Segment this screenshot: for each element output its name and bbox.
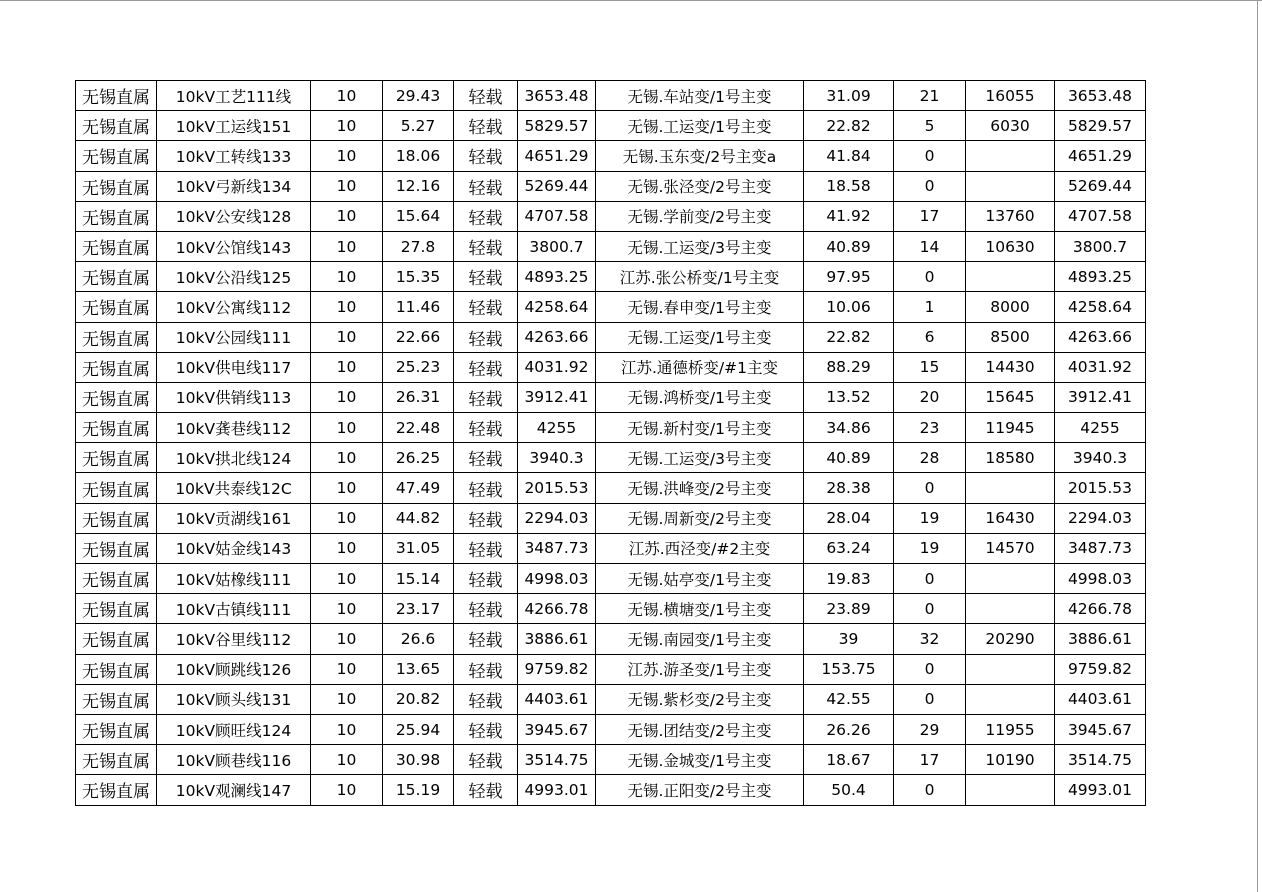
count-cell: 5 <box>894 111 966 141</box>
load-status-cell: 轻载 <box>454 413 518 443</box>
table-row <box>76 473 1146 503</box>
voltage-cell: 10 <box>311 352 383 382</box>
count-cell: 19 <box>894 503 966 533</box>
amount-cell: 16055 <box>966 81 1055 111</box>
count-cell: 17 <box>894 745 966 775</box>
table-row <box>76 413 1146 443</box>
load-rate-cell: 31.05 <box>383 533 454 563</box>
region-cell: 无锡直属 <box>76 352 157 382</box>
capacity-cell: 2015.53 <box>518 473 596 503</box>
load-rate-cell: 15.19 <box>383 775 454 805</box>
line-name-cell: 10kV谷里线112 <box>157 624 311 654</box>
load-rate-cell: 20.82 <box>383 684 454 714</box>
voltage-cell: 10 <box>311 714 383 744</box>
capacity-cell: 4707.58 <box>518 201 596 231</box>
line-name-cell: 10kV工运线151 <box>157 111 311 141</box>
amount-cell: 20290 <box>966 624 1055 654</box>
load-rate-cell: 15.64 <box>383 201 454 231</box>
amount-cell: 10630 <box>966 231 1055 261</box>
margin-cell: 3487.73 <box>1055 533 1146 563</box>
line-name-cell: 10kV公沿线125 <box>157 262 311 292</box>
region-cell: 无锡直属 <box>76 443 157 473</box>
capacity-cell: 9759.82 <box>518 654 596 684</box>
count-cell: 28 <box>894 443 966 473</box>
table-row <box>76 745 1146 775</box>
margin-cell: 9759.82 <box>1055 654 1146 684</box>
table-row <box>76 171 1146 201</box>
count-cell: 0 <box>894 171 966 201</box>
margin-cell: 3653.48 <box>1055 81 1146 111</box>
amount-cell <box>966 564 1055 594</box>
amount-cell: 14570 <box>966 533 1055 563</box>
region-cell: 无锡直属 <box>76 684 157 714</box>
margin-cell: 4263.66 <box>1055 322 1146 352</box>
substation-cell: 江苏.西泾变/#2主变 <box>596 533 804 563</box>
load-status-cell: 轻载 <box>454 654 518 684</box>
load-status-cell: 轻载 <box>454 292 518 322</box>
voltage-cell: 10 <box>311 231 383 261</box>
line-name-cell: 10kV供电线117 <box>157 352 311 382</box>
load-status-cell: 轻载 <box>454 322 518 352</box>
line-name-cell: 10kV龚巷线112 <box>157 413 311 443</box>
count-cell: 0 <box>894 564 966 594</box>
page-right-border <box>1257 0 1258 892</box>
voltage-cell: 10 <box>311 624 383 654</box>
load-rate-cell: 22.66 <box>383 322 454 352</box>
capacity-cell: 4403.61 <box>518 684 596 714</box>
load-rate-cell: 11.46 <box>383 292 454 322</box>
amount-cell <box>966 473 1055 503</box>
line-name-cell: 10kV公园线111 <box>157 322 311 352</box>
voltage-cell: 10 <box>311 322 383 352</box>
transformer-load-cell: 22.82 <box>804 111 894 141</box>
region-cell: 无锡直属 <box>76 292 157 322</box>
voltage-cell: 10 <box>311 382 383 412</box>
region-cell: 无锡直属 <box>76 322 157 352</box>
voltage-cell: 10 <box>311 292 383 322</box>
table-body <box>76 81 1146 806</box>
load-rate-cell: 23.17 <box>383 594 454 624</box>
table-row <box>76 81 1146 111</box>
count-cell: 0 <box>894 594 966 624</box>
amount-cell: 8500 <box>966 322 1055 352</box>
substation-cell: 无锡.洪峰变/2号主变 <box>596 473 804 503</box>
transformer-load-cell: 18.58 <box>804 171 894 201</box>
load-rate-cell: 27.8 <box>383 231 454 261</box>
capacity-cell: 4258.64 <box>518 292 596 322</box>
substation-cell: 无锡.团结变/2号主变 <box>596 714 804 744</box>
transformer-load-cell: 28.38 <box>804 473 894 503</box>
load-status-cell: 轻载 <box>454 564 518 594</box>
line-name-cell: 10kV工艺111线 <box>157 81 311 111</box>
voltage-cell: 10 <box>311 443 383 473</box>
transformer-load-cell: 97.95 <box>804 262 894 292</box>
margin-cell: 3940.3 <box>1055 443 1146 473</box>
load-status-cell: 轻载 <box>454 594 518 624</box>
margin-cell: 4893.25 <box>1055 262 1146 292</box>
line-name-cell: 10kV公馆线143 <box>157 231 311 261</box>
load-status-cell: 轻载 <box>454 111 518 141</box>
region-cell: 无锡直属 <box>76 775 157 805</box>
transformer-load-cell: 13.52 <box>804 382 894 412</box>
line-name-cell: 10kV顾巷线116 <box>157 745 311 775</box>
load-rate-cell: 5.27 <box>383 111 454 141</box>
transformer-load-cell: 22.82 <box>804 322 894 352</box>
count-cell: 21 <box>894 81 966 111</box>
load-rate-cell: 29.43 <box>383 81 454 111</box>
region-cell: 无锡直属 <box>76 141 157 171</box>
margin-cell: 4031.92 <box>1055 352 1146 382</box>
load-rate-cell: 26.31 <box>383 382 454 412</box>
table-row <box>76 352 1146 382</box>
voltage-cell: 10 <box>311 111 383 141</box>
table-row <box>76 564 1146 594</box>
count-cell: 0 <box>894 684 966 714</box>
amount-cell <box>966 262 1055 292</box>
margin-cell: 5829.57 <box>1055 111 1146 141</box>
capacity-cell: 4893.25 <box>518 262 596 292</box>
substation-cell: 无锡.工运变/1号主变 <box>596 111 804 141</box>
voltage-cell: 10 <box>311 564 383 594</box>
load-status-cell: 轻载 <box>454 775 518 805</box>
count-cell: 20 <box>894 382 966 412</box>
substation-cell: 无锡.车站变/1号主变 <box>596 81 804 111</box>
margin-cell: 4403.61 <box>1055 684 1146 714</box>
region-cell: 无锡直属 <box>76 473 157 503</box>
substation-cell: 无锡.工运变/1号主变 <box>596 322 804 352</box>
voltage-cell: 10 <box>311 201 383 231</box>
amount-cell: 13760 <box>966 201 1055 231</box>
region-cell: 无锡直属 <box>76 201 157 231</box>
count-cell: 23 <box>894 413 966 443</box>
voltage-cell: 10 <box>311 473 383 503</box>
load-status-cell: 轻载 <box>454 443 518 473</box>
capacity-cell: 5829.57 <box>518 111 596 141</box>
load-status-cell: 轻载 <box>454 714 518 744</box>
substation-cell: 无锡.正阳变/2号主变 <box>596 775 804 805</box>
line-name-cell: 10kV顾跳线126 <box>157 654 311 684</box>
page-top-border <box>0 0 1262 1</box>
table-row <box>76 654 1146 684</box>
load-rate-cell: 47.49 <box>383 473 454 503</box>
margin-cell: 2294.03 <box>1055 503 1146 533</box>
region-cell: 无锡直属 <box>76 382 157 412</box>
line-name-cell: 10kV古镇线111 <box>157 594 311 624</box>
margin-cell: 4258.64 <box>1055 292 1146 322</box>
count-cell: 6 <box>894 322 966 352</box>
line-name-cell: 10kV姑橡线111 <box>157 564 311 594</box>
substation-cell: 江苏.通德桥变/#1主变 <box>596 352 804 382</box>
amount-cell <box>966 775 1055 805</box>
load-status-cell: 轻载 <box>454 473 518 503</box>
margin-cell: 3886.61 <box>1055 624 1146 654</box>
transformer-load-cell: 39 <box>804 624 894 654</box>
count-cell: 32 <box>894 624 966 654</box>
line-name-cell: 10kV共泰线12C <box>157 473 311 503</box>
line-name-cell: 10kV公安线128 <box>157 201 311 231</box>
table-row <box>76 201 1146 231</box>
margin-cell: 4266.78 <box>1055 594 1146 624</box>
load-rate-cell: 15.35 <box>383 262 454 292</box>
line-name-cell: 10kV公寓线112 <box>157 292 311 322</box>
substation-cell: 无锡.工运变/3号主变 <box>596 231 804 261</box>
region-cell: 无锡直属 <box>76 503 157 533</box>
load-rate-cell: 44.82 <box>383 503 454 533</box>
margin-cell: 4255 <box>1055 413 1146 443</box>
table-row <box>76 382 1146 412</box>
capacity-cell: 3487.73 <box>518 533 596 563</box>
table-row <box>76 292 1146 322</box>
line-name-cell: 10kV拱北线124 <box>157 443 311 473</box>
amount-cell: 8000 <box>966 292 1055 322</box>
table-row <box>76 443 1146 473</box>
margin-cell: 3514.75 <box>1055 745 1146 775</box>
capacity-cell: 3940.3 <box>518 443 596 473</box>
load-status-cell: 轻载 <box>454 745 518 775</box>
transformer-load-cell: 40.89 <box>804 443 894 473</box>
table-row <box>76 533 1146 563</box>
line-name-cell: 10kV顾旺线124 <box>157 714 311 744</box>
capacity-cell: 3912.41 <box>518 382 596 412</box>
table-row <box>76 775 1146 805</box>
load-rate-cell: 12.16 <box>383 171 454 201</box>
amount-cell <box>966 141 1055 171</box>
voltage-cell: 10 <box>311 262 383 292</box>
voltage-cell: 10 <box>311 684 383 714</box>
margin-cell: 4707.58 <box>1055 201 1146 231</box>
region-cell: 无锡直属 <box>76 413 157 443</box>
region-cell: 无锡直属 <box>76 714 157 744</box>
transformer-load-cell: 42.55 <box>804 684 894 714</box>
transformer-load-cell: 31.09 <box>804 81 894 111</box>
capacity-cell: 4651.29 <box>518 141 596 171</box>
count-cell: 14 <box>894 231 966 261</box>
substation-cell: 无锡.新村变/1号主变 <box>596 413 804 443</box>
load-rate-cell: 18.06 <box>383 141 454 171</box>
amount-cell: 11945 <box>966 413 1055 443</box>
capacity-cell: 3945.67 <box>518 714 596 744</box>
amount-cell: 6030 <box>966 111 1055 141</box>
substation-cell: 无锡.周新变/2号主变 <box>596 503 804 533</box>
load-status-cell: 轻载 <box>454 171 518 201</box>
voltage-cell: 10 <box>311 141 383 171</box>
transformer-load-cell: 10.06 <box>804 292 894 322</box>
margin-cell: 5269.44 <box>1055 171 1146 201</box>
line-name-cell: 10kV顾头线131 <box>157 684 311 714</box>
load-status-cell: 轻载 <box>454 684 518 714</box>
transformer-load-cell: 26.26 <box>804 714 894 744</box>
line-name-cell: 10kV贡湖线161 <box>157 503 311 533</box>
region-cell: 无锡直属 <box>76 171 157 201</box>
load-rate-cell: 25.23 <box>383 352 454 382</box>
transformer-load-cell: 153.75 <box>804 654 894 684</box>
amount-cell: 18580 <box>966 443 1055 473</box>
transformer-load-cell: 63.24 <box>804 533 894 563</box>
load-status-cell: 轻载 <box>454 352 518 382</box>
transformer-load-cell: 40.89 <box>804 231 894 261</box>
transformer-load-cell: 41.92 <box>804 201 894 231</box>
feeder-load-table <box>75 80 1146 806</box>
margin-cell: 4993.01 <box>1055 775 1146 805</box>
substation-cell: 无锡.鸿桥变/1号主变 <box>596 382 804 412</box>
region-cell: 无锡直属 <box>76 111 157 141</box>
voltage-cell: 10 <box>311 413 383 443</box>
substation-cell: 无锡.南园变/1号主变 <box>596 624 804 654</box>
region-cell: 无锡直属 <box>76 594 157 624</box>
capacity-cell: 4255 <box>518 413 596 443</box>
capacity-cell: 3514.75 <box>518 745 596 775</box>
substation-cell: 无锡.春申变/1号主变 <box>596 292 804 322</box>
amount-cell: 11955 <box>966 714 1055 744</box>
region-cell: 无锡直属 <box>76 564 157 594</box>
line-name-cell: 10kV工转线133 <box>157 141 311 171</box>
margin-cell: 3912.41 <box>1055 382 1146 412</box>
substation-cell: 无锡.金城变/1号主变 <box>596 745 804 775</box>
transformer-load-cell: 18.67 <box>804 745 894 775</box>
amount-cell <box>966 171 1055 201</box>
count-cell: 0 <box>894 473 966 503</box>
load-rate-cell: 22.48 <box>383 413 454 443</box>
margin-cell: 4998.03 <box>1055 564 1146 594</box>
substation-cell: 无锡.姑亭变/1号主变 <box>596 564 804 594</box>
region-cell: 无锡直属 <box>76 654 157 684</box>
region-cell: 无锡直属 <box>76 81 157 111</box>
table-row <box>76 262 1146 292</box>
load-status-cell: 轻载 <box>454 201 518 231</box>
line-name-cell: 10kV姑金线143 <box>157 533 311 563</box>
table-row <box>76 624 1146 654</box>
capacity-cell: 2294.03 <box>518 503 596 533</box>
transformer-load-cell: 41.84 <box>804 141 894 171</box>
capacity-cell: 5269.44 <box>518 171 596 201</box>
load-rate-cell: 30.98 <box>383 745 454 775</box>
amount-cell: 14430 <box>966 352 1055 382</box>
load-status-cell: 轻载 <box>454 262 518 292</box>
substation-cell: 无锡.工运变/3号主变 <box>596 443 804 473</box>
region-cell: 无锡直属 <box>76 231 157 261</box>
substation-cell: 无锡.紫杉变/2号主变 <box>596 684 804 714</box>
line-name-cell: 10kV供销线113 <box>157 382 311 412</box>
capacity-cell: 4993.01 <box>518 775 596 805</box>
table-row <box>76 503 1146 533</box>
capacity-cell: 4266.78 <box>518 594 596 624</box>
count-cell: 15 <box>894 352 966 382</box>
capacity-cell: 4031.92 <box>518 352 596 382</box>
voltage-cell: 10 <box>311 533 383 563</box>
count-cell: 0 <box>894 262 966 292</box>
transformer-load-cell: 34.86 <box>804 413 894 443</box>
amount-cell <box>966 594 1055 624</box>
table-row <box>76 714 1146 744</box>
count-cell: 0 <box>894 141 966 171</box>
voltage-cell: 10 <box>311 775 383 805</box>
load-status-cell: 轻载 <box>454 533 518 563</box>
region-cell: 无锡直属 <box>76 624 157 654</box>
capacity-cell: 3800.7 <box>518 231 596 261</box>
load-rate-cell: 26.25 <box>383 443 454 473</box>
voltage-cell: 10 <box>311 503 383 533</box>
substation-cell: 无锡.张泾变/2号主变 <box>596 171 804 201</box>
count-cell: 19 <box>894 533 966 563</box>
transformer-load-cell: 88.29 <box>804 352 894 382</box>
amount-cell <box>966 684 1055 714</box>
substation-cell: 无锡.横塘变/1号主变 <box>596 594 804 624</box>
transformer-load-cell: 28.04 <box>804 503 894 533</box>
load-status-cell: 轻载 <box>454 624 518 654</box>
capacity-cell: 3653.48 <box>518 81 596 111</box>
substation-cell: 无锡.玉东变/2号主变a <box>596 141 804 171</box>
load-rate-cell: 15.14 <box>383 564 454 594</box>
count-cell: 0 <box>894 654 966 684</box>
load-rate-cell: 25.94 <box>383 714 454 744</box>
table-row <box>76 684 1146 714</box>
count-cell: 1 <box>894 292 966 322</box>
table-row <box>76 594 1146 624</box>
region-cell: 无锡直属 <box>76 745 157 775</box>
margin-cell: 4651.29 <box>1055 141 1146 171</box>
transformer-load-cell: 19.83 <box>804 564 894 594</box>
substation-cell: 江苏.张公桥变/1号主变 <box>596 262 804 292</box>
margin-cell: 3800.7 <box>1055 231 1146 261</box>
region-cell: 无锡直属 <box>76 533 157 563</box>
voltage-cell: 10 <box>311 654 383 684</box>
amount-cell: 16430 <box>966 503 1055 533</box>
table-row <box>76 322 1146 352</box>
table-row <box>76 111 1146 141</box>
load-status-cell: 轻载 <box>454 382 518 412</box>
load-status-cell: 轻载 <box>454 231 518 261</box>
count-cell: 0 <box>894 775 966 805</box>
voltage-cell: 10 <box>311 745 383 775</box>
count-cell: 29 <box>894 714 966 744</box>
load-rate-cell: 13.65 <box>383 654 454 684</box>
load-status-cell: 轻载 <box>454 141 518 171</box>
amount-cell: 15645 <box>966 382 1055 412</box>
count-cell: 17 <box>894 201 966 231</box>
voltage-cell: 10 <box>311 594 383 624</box>
line-name-cell: 10kV弓新线134 <box>157 171 311 201</box>
line-name-cell: 10kV观澜线147 <box>157 775 311 805</box>
transformer-load-cell: 50.4 <box>804 775 894 805</box>
load-status-cell: 轻载 <box>454 503 518 533</box>
voltage-cell: 10 <box>311 81 383 111</box>
table-row <box>76 231 1146 261</box>
substation-cell: 江苏.游圣变/1号主变 <box>596 654 804 684</box>
amount-cell: 10190 <box>966 745 1055 775</box>
transformer-load-cell: 23.89 <box>804 594 894 624</box>
voltage-cell: 10 <box>311 171 383 201</box>
load-rate-cell: 26.6 <box>383 624 454 654</box>
region-cell: 无锡直属 <box>76 262 157 292</box>
table-row <box>76 141 1146 171</box>
substation-cell: 无锡.学前变/2号主变 <box>596 201 804 231</box>
capacity-cell: 4263.66 <box>518 322 596 352</box>
margin-cell: 2015.53 <box>1055 473 1146 503</box>
load-status-cell: 轻载 <box>454 81 518 111</box>
capacity-cell: 4998.03 <box>518 564 596 594</box>
amount-cell <box>966 654 1055 684</box>
capacity-cell: 3886.61 <box>518 624 596 654</box>
margin-cell: 3945.67 <box>1055 714 1146 744</box>
